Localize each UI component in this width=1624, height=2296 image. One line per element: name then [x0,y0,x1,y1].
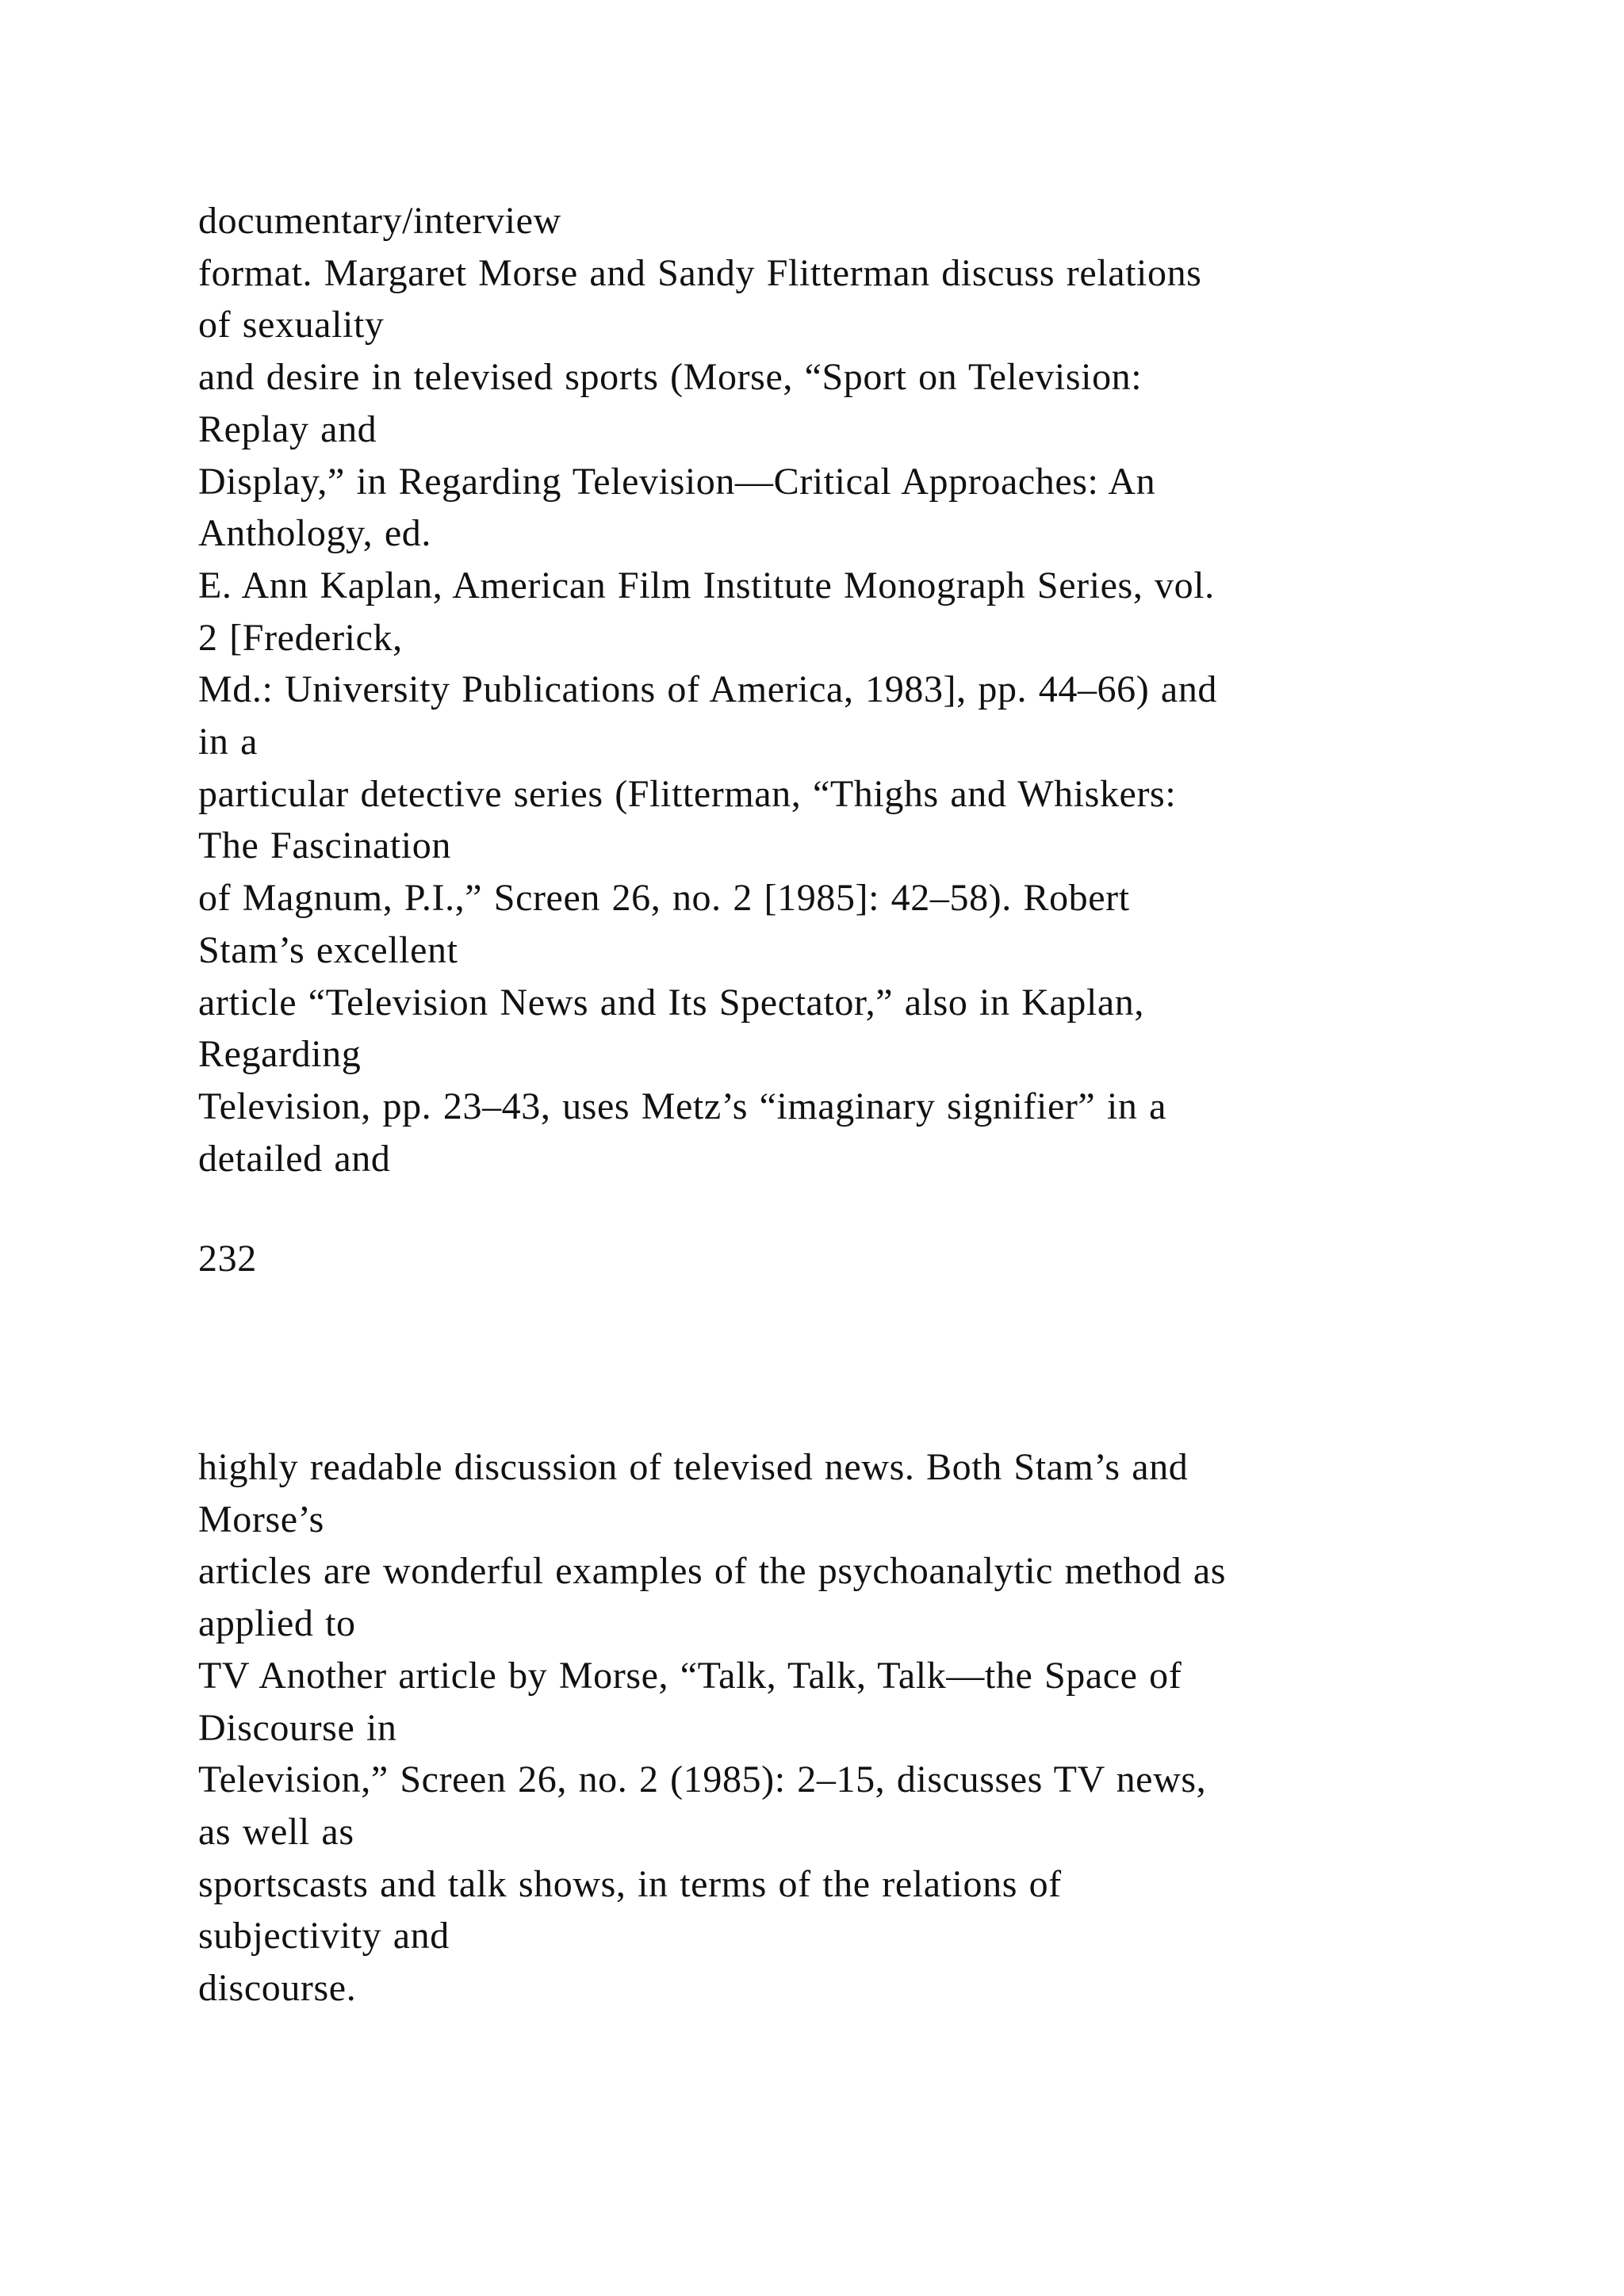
text-line: Television,” Screen 26, no. 2 (1985): 2–15, discusses TV news, [198,1758,1207,1801]
text-line: Anthology, ed. [198,512,431,555]
text-line: detailed and [198,1137,391,1180]
text-line: particular detective series (Flitterman, “Thighs and Whiskers: [198,772,1177,815]
text-line: E. Ann Kaplan, American Film Institute Monograph Series, vol. [198,564,1215,607]
text-line: The Fascination [198,825,451,867]
text-line: as well as [198,1810,354,1853]
text-block-lower [198,1441,1546,2015]
text-line: Stam’s excellent [198,928,458,971]
text-line: and desire in televised sports (Morse, “Sport on Television: [198,356,1143,399]
text-line: TV Another article by Morse, “Talk, Talk, Talk—the Space of [198,1654,1182,1697]
text-line: articles are wonderful examples of the psychoanalytic method as [198,1550,1227,1593]
text-line: documentary/interview [198,200,561,242]
text-line: Discourse in [198,1706,397,1749]
text-line: Md.: University Publications of America, 1983], pp. 44–66) and [198,668,1218,711]
text-block-upper [198,195,1546,1184]
page-number-text: 232 [198,1238,257,1280]
text-line: highly readable discussion of televised news. Both Stam’s and [198,1446,1189,1488]
text-line: in a [198,721,259,763]
text-line: discourse. [198,1967,357,2010]
text-line: 2 [Frederick, [198,616,403,659]
text-line: Morse’s [198,1498,324,1540]
text-line: subjectivity and [198,1915,450,1957]
text-line: Replay and [198,408,377,450]
text-line: sportscasts and talk shows, in terms of the relations of [198,1862,1062,1905]
text-line: Display,” in Regarding Television—Critical Approaches: An [198,460,1156,503]
text-line: of sexuality [198,304,385,346]
text-line: article “Television News and Its Spectator,” also in Kaplan, [198,981,1145,1024]
page-number [198,1233,1546,1285]
text-line: Television, pp. 23–43, uses Metz’s “imaginary signifier” in a [198,1085,1166,1127]
text-line: Regarding [198,1033,362,1076]
text-line: format. Margaret Morse and Sandy Flitterman discuss relations [198,251,1202,294]
text-line: of Magnum, P.I.,” Screen 26, no. 2 [1985]: 42–58). Robert [198,877,1130,920]
text-line: applied to [198,1602,356,1645]
